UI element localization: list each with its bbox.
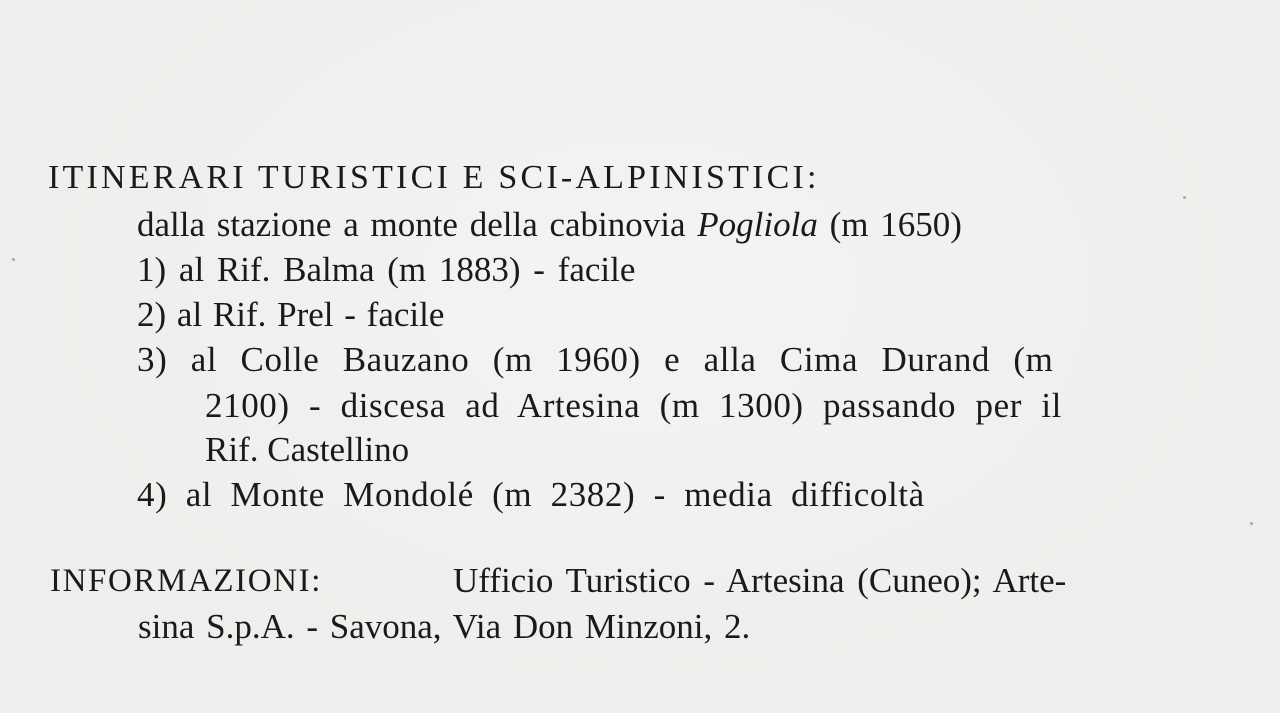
intro-prefix: dalla stazione a monte della cabinovia xyxy=(137,205,698,244)
intro-line xyxy=(137,205,962,245)
info-line-2: sina S.p.A. - Savona, Via Don Minzoni, 2. xyxy=(138,607,751,646)
paper-speck xyxy=(1183,196,1186,199)
info-line-1: Ufficio Turistico - Artesina (Cuneo); Arte- xyxy=(453,561,1067,600)
intro-suffix: (m 1650) xyxy=(817,205,962,244)
list-item-2: 2) al Rif. Prel - facile xyxy=(137,295,445,334)
info-label: INFORMAZIONI: xyxy=(50,563,322,599)
itineraries-heading: ITINERARI TURISTICI E SCI-ALPINISTICI: xyxy=(48,159,820,196)
list-item-3-line-1: 3) al Colle Bauzano (m 1960) e alla Cima Durand (m xyxy=(137,340,1054,379)
list-item-3-line-2: 2100) - discesa ad Artesina (m 1300) passando per il xyxy=(205,386,1062,425)
paper-speck xyxy=(1250,522,1253,525)
list-item-3-line-3: Rif. Castellino xyxy=(205,430,410,469)
list-item-4: 4) al Monte Mondolé (m 2382) - media difficoltà xyxy=(137,475,925,514)
intro-place: Pogliola xyxy=(697,205,818,244)
list-item-1: 1) al Rif. Balma (m 1883) - facile xyxy=(137,250,636,289)
paper-speck xyxy=(12,258,15,261)
